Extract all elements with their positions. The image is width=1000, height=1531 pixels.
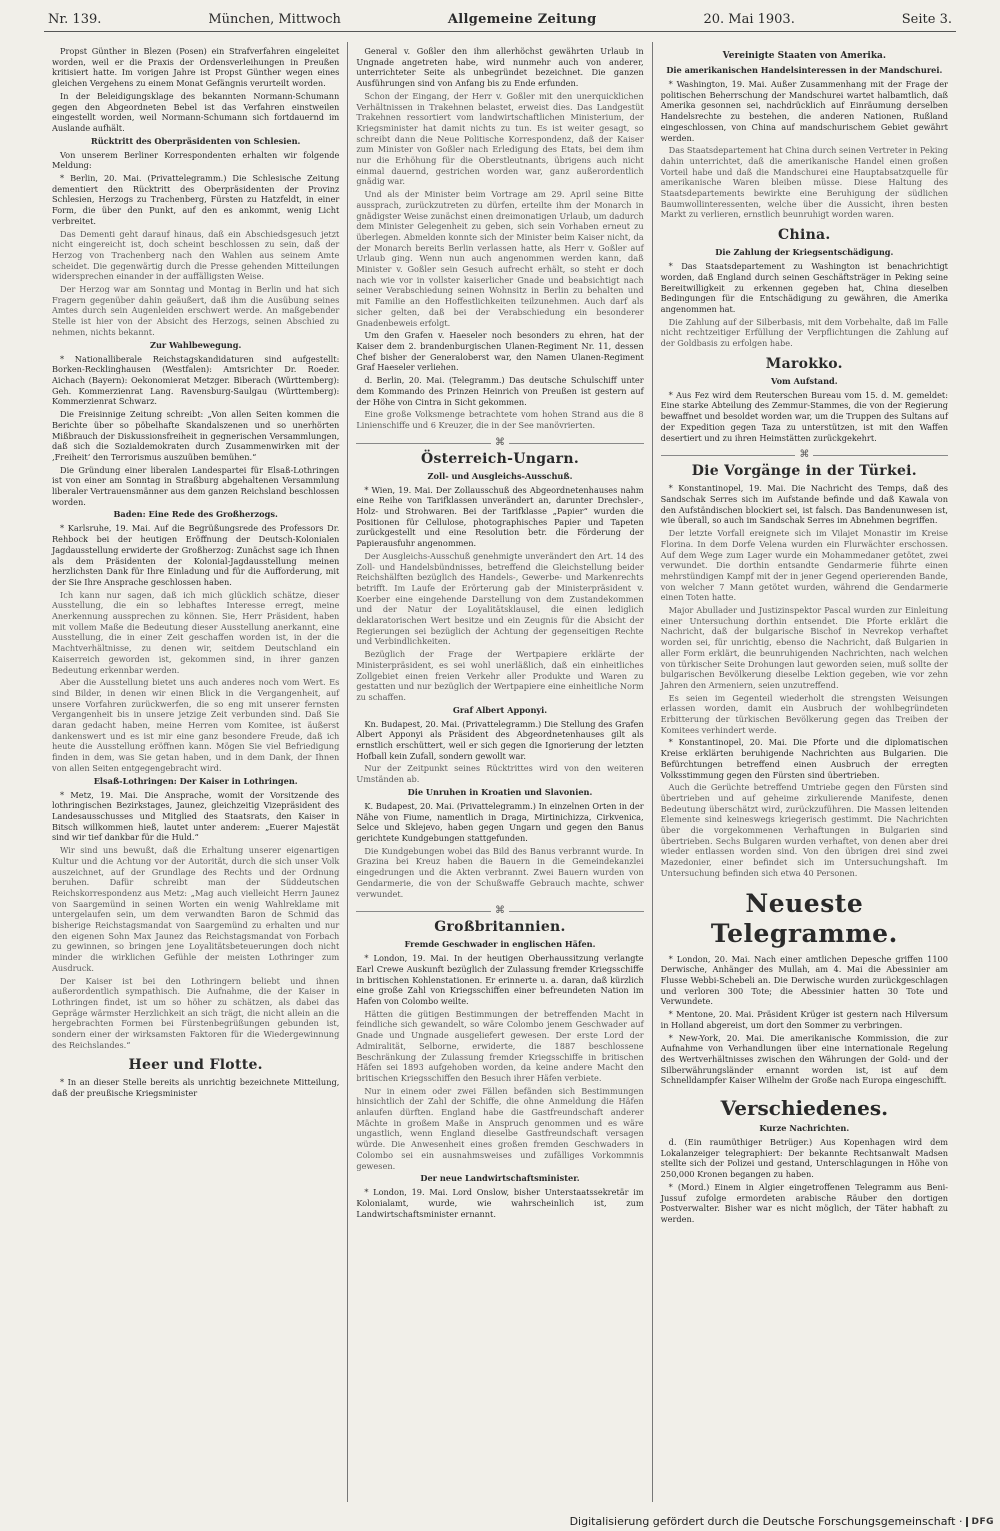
section-heading: Heer und Flotte. [128, 1057, 263, 1074]
section-heading: Elsaß-Lothringen: Der Kaiser in Lothringen. [93, 775, 298, 786]
illegible-text: Schon der Eingang, der Herr v. Goßler mit den unerquicklichen Verhältnissen in Trakehnen belastet, erweist dies. Das Landgestüt Trakehnen ressortiert vom landwirtschaftlichen Ministerium, der Kriegsminister hat damit nichts zu tun. Es ist weiter gesagt, so schreibt dann die Neue Politische Korrespondenz, daß der Kaiser zum Minister von Goßler nach Erledigung des Etats, bei dem ihm nur die Erhöhung für die Oberstleutnants, übrigens auch nicht einmal dauernd, gestrichen worden war, ganz außerordentlich gnädig war. Und als der Minister beim Vortrage am 29. April seine Bitte aussprach, zurückzutreten zu dürfen, erteilte ihm der Monarch in gnädigster Weise zunächst einen dreimonatigen Urlaub, um dadurch dem Minister Gelegenheit zu geben, sich sein Vorhaben erneut zu überlegen. Abmelden konnte sich der Minister beim Kaiser nicht, da der Monarch bereits Berlin verlassen hatte, als Herr v. Goßler auf Urlaub ging. Wenn nun auch angenommen werden kann, daß Minister v. Goßler sein Gesuch aufrecht erhält, so steht er doch nach wie vor in vollster kaiserlicher Gnade und beabsichtigt nach seiner Verabschiedung seinen Wohnsitz in Berlin zu behalten und mit Familie an den Hoffestlichkeiten teilzunehmen. Auch darf als sicher gelten, daß bei der Verabschiedung ein besonderer Gnadenbeweis erfolgt. [356, 90, 644, 328]
illegible-text: Eine große Volksmenge betrachtete vom hohen Strand aus die 8 Linienschiffe und 6 Kreuzer, die in der See manövrierten. [356, 409, 644, 430]
article-text: d. Berlin, 20. Mai. (Telegramm.) Das deutsche Schulschiff unter dem Kommando des Prinzen Heinrich von Preußen ist gestern auf der Höhe von Cintra in Sicht gekommen. [356, 375, 644, 407]
section-heading: China. [778, 227, 831, 244]
columns [44, 42, 956, 1502]
article-text: In der Beleidigungsklage des bekannten Normann-Schumann gegen den Abgeordneten Bebel ist das Verfahren einstweilen eingestellt worden, weil Normann-Schumann sich fortdauernd im Auslande aufhält. [52, 90, 340, 133]
dfg-logo-icon: DFG [966, 1517, 994, 1527]
article-text: Kn. Budapest, 20. Mai. (Privattelegramm.) Die Stellung des Grafen Albert Apponyi als Präsident des Abgeordnetenhauses gilt als ernstlich erschüttert, weil er sich gegen die Ignorierung der letzten Hofball kein Zufall, sondern gewollt war. [356, 718, 644, 761]
section-heading: Großbritannien. [434, 919, 566, 936]
illegible-text: Hätten die gütigen Bestimmungen der betreffenden Macht in feindliche sich gewandelt, so wäre Colombo jenem Geschwader auf Gnade und Ungnade ausgeliefert gewesen. Der erste Lord der Admiralität, Selborne, erwiderte, die 1887 beschlossene Beschränkung der Zulassung fremder Kriegsschiffe in britischen Häfen sei 1893 aufgehoben worden, da keine andere Macht den britischen Kriegsschiffen den Besuch ihrer Häfen verbiete. Nur in einem oder zwei Fällen befänden sich Bestimmungen hinsichtlich der Zahl der Schiffe, die ohne Anmeldung die Häfen anlaufen dürften. England habe die Gastfreundschaft anderer Mächte in großem Maße in Anspruch genommen und es wäre ungastlich, wenn England dieselbe Gastfreundschaft versagen würde. Die Anwesenheit eines großen fremden Geschwaders in Colombo sei ein ausnahmsweises und zufälliges Vorkommnis gewesen. [356, 1008, 644, 1171]
article-text: * In an dieser Stelle bereits als unrichtig bezeichnete Mitteilung, daß der preußische Kriegsminister [52, 1077, 340, 1099]
section-heading: Baden: Eine Rede des Großherzogs. [113, 509, 278, 520]
article-text: * New-York, 20. Mai. Die amerikanische Kommission, die zur Aufnahme von Verhandlungen über eine internationale Regelung des Wertverhältnisses zwischen den Währungen der Gold- und der Silberwährungsländer ernannt worden ist, ist auf dem Schnelldampfer Kaiser Wilhelm der Große nach Europa eingeschifft. [660, 1032, 948, 1086]
article-text: d. (Ein raumüthiger Betrüger.) Aus Kopenhagen wird dem Lokalanzeiger telegraphiert: Der bekannte Rechtsanwalt Madsen stellte sich der Polizei und gestand, Unterschlagungen in Höhe von 250,000 Kronen begangen zu haben. [660, 1137, 948, 1180]
illegible-text: Die Zahlung auf der Silberbasis, mit dem Vorbehalte, daß im Falle nicht rechtzeitiger Erfüllung der Verpflichtungen die Zahlung auf der Goldbasis zu erfolgen habe. [660, 316, 948, 349]
section-subheading: Graf Albert Apponyi. [452, 704, 548, 715]
column-2 [347, 42, 651, 1502]
article-text: Um den Grafen v. Haeseler noch besonders zu ehren, hat der Kaiser dem 2. brandenburgischen Ulanen-Regiment Nr. 11, dessen Chef bisher der Generaloberst war, den Namen Ulanen-Regiment Graf Haeseler verliehen. [356, 330, 644, 373]
footer-text: Digitalisierung gefördert durch die Deutsche Forschungsgemeinschaft · [569, 1515, 963, 1528]
article-text: * (Mord.) Einem in Algier eingetroffenen Telegramm aus Beni-Jussuf zufolge ermordeten arabische Räuber den dortigen Postverwalter. Bisher war es nicht möglich, der Täter habhaft zu werden. [660, 1181, 948, 1224]
section-subheading: Zoll- und Ausgleichs-Ausschuß. [427, 470, 573, 481]
article-text: * Wien, 19. Mai. Der Zollausschuß des Abgeordnetenhauses nahm eine Reihe von Tarifklassen unverändert an, darunter Drechsler-, Holz- und Strohwaren. Bei der Tarifklasse „Papier“ wurden die Positionen für Cellulose, photographisches Papier und Tapeten zurückgestellt und eine Resolution betr. die Förderung der Papierausfuhr angenommen. [356, 484, 644, 549]
article-text: * London, 19. Mai. In der heutigen Oberhaussitzung verlangte Earl Crewe Auskunft bezüglich der Zulassung fremder Kriegsschiffe in britischen Kohlenstationen. Er erinnerte u. a. daran, daß kürzlich eine große Zahl von Kriegsschiffen einer befreundeten Nation im Hafen von Colombo weilte. [356, 953, 644, 1007]
section-divider: ⌘ [356, 435, 643, 444]
page-number: Seite 3. [901, 12, 952, 27]
article-text: * Das Staatsdepartement zu Washington ist benachrichtigt worden, daß England durch seinen Geschäftsträger in Peking seine Bereitwilligkeit zu erkennen gegeben hat, China dieselben Bedingungen für die Entschädigung zu gewähren, die Amerika angenommen hat. [660, 261, 948, 314]
section-subheading: Die Zahlung der Kriegsentschädigung. [715, 247, 894, 258]
column-1 [44, 42, 347, 1502]
illegible-text: Der Ausgleichs-Ausschuß genehmigte unverändert den Art. 14 des Zoll- und Handelsbündnisses, betreffend die Gleichstellung beider Reichshälften bezüglich des Handels-, Gewerbe- und Markenrechts betrifft. Im Laufe der Erörterung gab der Ministerpräsident v. Koerber eine eingehende Darstellung von dem Zustandekommen und der Natur der Loyalitätsklausel, die einen lediglich deklaratorischen Wert besitze und ein Zeugnis für die Absicht der Regierungen sei bezüglich der Achtung der gegenseitigen Rechte und Verbindlichkeiten. Bezüglich der Frage der Wertpapiere erklärte der Ministerpräsident, es sei wohl unerläßlich, daß ein einheitliches Zollgebiet einen freien Verkehr aller Produkte und Waren zu gestatten und nur bezüglich der Wertpapiere eine einheitliche Norm zu schaffen. [356, 550, 644, 702]
illegible-text: Die Kundgebungen wobei das Bild des Banus verbrannt wurde. In Grazina bei Kreuz haben die Bauern in die Gemeindekanzlei eingedrungen und die Akten verbrannt. Zwei Bauern wurden von Gendarmerie, die von der Schußwaffe Gebrauch machte, schwer verwundet. [356, 845, 644, 899]
section-heading: Marokko. [765, 355, 843, 372]
masthead [44, 12, 956, 32]
section-subheading: Die Unruhen in Kroatien und Slavonien. [407, 786, 593, 797]
article-text: * Washington, 19. Mai. Außer Zusammenhang mit der Frage der politischen Beherrschung der Mandschurei wartet halbamtlich, daß Amerika gesonnen sei, nachdrücklich auf Einräumung derselben Handelsrechte zu bestehen, die anderen Nationen, Rußland eingeschlossen, von China auf mandschurischem Gebiet gewährt werden. [660, 79, 948, 143]
article-text: Die Freisinnige Zeitung schreibt: „Von allen Seiten kommen die Berichte über so pöbelhafte Skandalszenen und so unerhörten Mißbrauch der Diskussionsfreiheit in gegnerischen Versammlungen, daß sich die Sozialdemokraten durch Zusammenwirken mit der ‚Freiheit‘ den Terrorismus auszuüben bemühen.“ [52, 409, 340, 462]
section-subheading: Kurze Nachrichten. [759, 1123, 850, 1134]
illegible-text: Das Dementi geht darauf hinaus, daß ein Abschiedsgesuch jetzt nicht eingereicht ist, doch scheint beschlossen zu sein, daß der Herzog von Trachenberg nach den Wahlen aus seinem Amte scheidet. Die gegenwärtig durch die Presse gehenden Mitteilungen widersprechen einander in der auffälligsten Weise. Der Herzog war am Sonntag und Montag in Berlin und hat sich Fragern gegenüber dahin geäußert, daß ihm die Ausübung seines Amtes durch sein Augenleiden erschwert werde. An maßgebender Stelle ist hier von der Absicht des Herzogs, seinen Abschied zu nehmen, nichts bekannt. [52, 228, 340, 337]
article-text: Propst Günther in Blezen (Posen) ein Strafverfahren eingeleitet worden, weil er die Praxis der Ordensverleihungen in Preußen kritisiert hatte. Im vorigen Jahre ist Propst Günther wegen eines gleichen Vergehens zu einem Monat Gefängnis verurteilt worden. [52, 46, 340, 89]
article-text: * Konstantinopel, 20. Mai. Die Pforte und die diplomatischen Kreise erklärten beruhigende Nachrichten aus Bulgarien. Die Befürchtungen betreffend einen Ausbruch der erregten Volksstimmung gegen den Fürsten sind übertrieben. [660, 737, 948, 780]
article-text: * Karlsruhe, 19. Mai. Auf die Begrüßungsrede des Professors Dr. Rehbock bei der heutigen Eröffnung der Deutsch-Kolonialen Jagdausstellung erwiderte der Großherzog: Zunächst sage ich Ihnen als dem Präsidenten der Kolonial-Jagdausstellung meinen herzlichsten Dank für Ihre Einladung und für die Aufforderung, mit der Sie Ihre Ansprache geschlossen haben. [52, 523, 340, 587]
newspaper-title: Allgemeine Zeitung [447, 12, 597, 27]
article-text: General v. Goßler den ihm allerhöchst gewährten Urlaub in Ungnade angetreten habe, wird nunmehr auch von anderer, unterrichteter Seite als unbegründet bezeichnet. Die ganzen Ausführungen sind von Anfang bis zu Ende erfunden. [356, 46, 644, 89]
article-text: * Konstantinopel, 19. Mai. Die Nachricht des Temps, daß des Sandschak Serres sich im Aufstande befinde und daß Kawala von den Aufständischen blockiert sei, ist falsch. Das Bandenunwesen ist, wie überall, so auch im Sandschak Serres im Abnehmen begriffen. [660, 483, 948, 526]
article-text: K. Budapest, 20. Mai. (Privattelegramm.) In einzelnen Orten in der Nähe von Fiume, namentlich in Draga, Mirtinichizza, Cirkvenica, Selce und Sklejevo, haben gegen Ungarn und gegen den Banus gerichtete Kundgebungen stattgefunden. [356, 800, 644, 843]
section-subheading: Der neue Landwirtschaftsminister. [420, 1173, 580, 1184]
article-text: Die Gründung einer liberalen Landespartei für Elsaß-Lothringen ist von einer am Sonntag in Straßburg abgehaltenen Versammlung liberaler Vertrauensmänner aus dem ganzen Reichsland beschlossen worden. [52, 464, 340, 507]
article-text: * London, 19. Mai. Lord Onslow, bisher Unterstaatssekretär im Kolonialamt, wurde, wie wahrscheinlich ist, zum Landwirtschaftsminister ernannt. [356, 1187, 644, 1219]
illegible-text: Ich kann nur sagen, daß ich mich glücklich schätze, dieser Ausstellung, die ein so lebhaftes Interesse erregt, meine Anerkennung aussprechen zu können. Sie, Herr Präsident, haben mit vollem Maße die Bedeutung dieser Ausstellung anerkannt, eine Ausstellung, die in einer Zeit geschaffen worden ist, in der die Machtverhältnisse, zu denen wir, seitdem Deutschland ein Kaiserreich geworden ist, gekommen sind, in ihrer ganzen Bedeutung erkennbar werden. Aber die Ausstellung bietet uns auch anderes noch vom Wert. Es sind Bilder, in denen wir einen Blick in die Vergangenheit, auf unsere Vorfahren zurückwerfen, die so eng mit unserer fernsten Vergangenheit bis in unsere jetzige Zeit verbunden sind. Daß Sie daran gedacht haben, meine Herren vom Komitee, ist äußerst dankenswert und es ist mir eine ganz besondere Freude, daß ich heute die Ausstellung eröffnen kann. Mögen Sie viel Befriedigung finden in dem, was Sie getan haben, und in dem Dank, der Ihnen von allen Seiten entgegengebracht wird. [52, 589, 340, 773]
article-text: * London, 20. Mai. Nach einer amtlichen Depesche griffen 1100 Derwische, Anhänger des Mullah, am 4. Mai die Abessinier am Flusse Webbi-Schebeli an. Die Derwische wurden zurückgeschlagen und verloren 300 Tote; die Abessinier hatten 30 Tote und Verwundete. [660, 953, 948, 1007]
section-divider: ⌘ [356, 903, 643, 912]
article-text: * Metz, 19. Mai. Die Ansprache, womit der Vorsitzende des lothringischen Bezirkstages, Jaunez, gleichzeitig Vizepräsident des Landesausschusses und Mitglied des Staatsrats, den Kaiser in Bitsch willkommen hieß, lautet unter anderem: „Euerer Majestät sind wir tief dankbar für die Huld.“ [52, 789, 340, 843]
section-heading: Neueste Telegramme. [710, 888, 898, 948]
illegible-text: Nur der Zeitpunkt seines Rücktrittes wird von den weiteren Umständen ab. [356, 763, 644, 785]
illegible-text: Das Staatsdepartement hat China durch seinen Vertreter in Peking dahin unterrichtet, daß die amerikanische Handel einen großen Vorteil habe und daß die Mandschurei eine Hauptabsatzquelle für amerikanische Waren bleiben müsse. Diese Haltung des Staatsdepartements bewirkte eine Beruhigung der südlichen Baumwollinteressenten, welche über die Aussicht, ihren besten Markt zu verlieren, ernstlich beunruhigt worden waren. [660, 145, 948, 220]
place-day: München, Mittwoch [208, 12, 341, 27]
digitization-footer [570, 1515, 994, 1528]
section-heading: Zur Wahlbewegung. [149, 339, 242, 350]
section-divider: ⌘ [661, 447, 948, 456]
section-heading: Rücktritt des Oberpräsidenten von Schlesien. [90, 135, 301, 146]
article-text: * Mentone, 20. Mai. Präsident Krüger ist gestern nach Hilversum in Holland abgereist, um dort den Sommer zu verbringen. [660, 1009, 948, 1030]
illegible-text: Der letzte Vorfall ereignete sich im Vilajet Monastir im Kreise Florina. In dem Dorfe Velena wurden ein Flurwächter erschossen. Auf dem Wege zum Lager wurde ein Mohammedaner getötet, zwei verwundet. Die dorthin entsandte Gendarmerie führte einen mehrstündigen Kampf mit der in jener Gegend operierenden Bande, von welcher 7 Mann getötet wurden, während die Gendarmerie einen Toten hatte. Major Abullader und Justizinspektor Pascal wurden zur Einleitung einer Untersuchung dorthin entsendet. Die Pforte erklärt die Nachricht, daß der bulgarische Bischof in Nevrekop verhaftet worden sei, für unrichtig, ebenso die Nachricht, daß Bulgarien in aller Form erklärt, die beunruhigenden Nachrichten, nach welchen von türkischer Seite Drohungen laut geworden seien, muß sollte der bulgarischen Bevölkerung dieselbe Lektion gegeben, wie vor zehn Jahren den Armeniern, seien unzutreffend. Es seien im Gegenteil wiederholt die strengsten Weisungen erlassen worden, damit ein Ausbruch der wohlbegründeten Erbitterung der türkischen Bevölkerung gegen das Treiben der Komitees verhindert werde. [660, 528, 948, 735]
section-heading: Vereinigte Staaten von Amerika. [722, 51, 887, 61]
section-heading: Österreich-Ungarn. [420, 450, 579, 467]
section-heading: Die Vorgänge in der Türkei. [691, 463, 917, 480]
illegible-text: Wir sind uns bewußt, daß die Erhaltung unserer eigenartigen Kultur und die Achtung vor der Autorität, durch die sich unser Volk auszeichnet, auf der Grundlage des Rechts und der Ordnung beruhen. Dafür schreibt man der Süddeutschen Reichskorrespondenz aus Metz: „Mag auch vielleicht Herrn Jaunez von Saargemünd in seinen Worten ein wenig Wahlreklame mit untergelaufen sein, um dem verwandten Baron de Schmid das bisherige Reichstagsmandat von Saargemünd zu erhalten und nur den eigenen Sohn Max Jaunez das Reichstagsmandat von Forbach zu gewinnen, so bringen jene Loyalitätsbeteuerungen doch nicht minder die wirklichen Gefühle der meisten Lothringer zum Ausdruck. Der Kaiser ist bei den Lothringern beliebt und ihnen außerordentlich sympathisch. Die Aufnahme, die der Kaiser in Lothringen findet, ist um so höher zu schätzen, als dabei das Gepräge wärmster Herzlichkeit an sich trägt, die nicht allein an die hergebrachten Formen bei Fürstenbegrüßungen gebunden ist, sondern einer der wirksamsten Faktoren für die Wiedergewinnung des Reichslandes.“ [52, 845, 340, 1050]
article-text: * Nationalliberale Reichstagskandidaturen sind aufgestellt: Borken-Recklinghausen (Westfalen): Amtsrichter Dr. Roeder. Aichach (Bayern): Oekonomierat Metzger. Biberach (Württemberg): Geh. Kommerzienrat Lang. Ravensburg-Saulgau (Württemberg): Kommerzienrat Schwarz. [52, 353, 340, 407]
section-subheading: Fremde Geschwader in englischen Häfen. [404, 939, 596, 950]
issue-number: Nr. 139. [48, 12, 102, 27]
section-subheading: Vom Aufstand. [771, 375, 838, 386]
article-text: * Aus Fez wird dem Reuterschen Bureau vom 15. d. M. gemeldet: Eine starke Abteilung des Zemmur-Stammes, die von der Regierung bewaffnet und besoldet worden war, um die Truppen des Sultans auf der Expedition gegen Taza zu unterstützen, ist mit den Waffen desertiert und zu ihren Heimstätten zurückgekehrt. [660, 389, 948, 443]
column-3 [652, 42, 956, 1502]
illegible-text: Auch die Gerüchte betreffend Umtriebe gegen den Fürsten sind übertrieben und auf geheime zirkulierende Manifeste, denen Bedeutung überschätzt wird, zurückzuführen. Die Massen leitenden Elemente sind keineswegs kriegerisch gestimmt. Die Nachrichten über die vorgekommenen Verhaftungen in Bulgarien sind übertrieben. Sechs Bulgaren wurden verhaftet, von denen aber drei wieder entlassen worden sind. Von den übrigen drei sind zwei Mazedonier, einer befindet sich im Untersuchungshaft. Im Untersuchung befinden sich etwa 40 Personen. [660, 782, 948, 878]
newspaper-page [44, 12, 956, 1502]
article-text: * Berlin, 20. Mai. (Privattelegramm.) Die Schlesische Zeitung dementiert den Rücktritt des Oberpräsidenten der Provinz Schlesien, Herzogs zu Trachenberg, Fürsten zu Hatzfeldt, in einer Form, die über den Punkt, auf den es ankommt, wenig Licht verbreitet. [52, 173, 340, 226]
section-heading: Verschiedenes. [720, 1096, 889, 1121]
article-text: Von unserem Berliner Korrespondenten erhalten wir folgende Meldung: [52, 149, 340, 171]
issue-date: 20. Mai 1903. [703, 12, 795, 27]
section-subheading: Die amerikanischen Handelsinteressen in der Mandschurei. [666, 65, 943, 75]
